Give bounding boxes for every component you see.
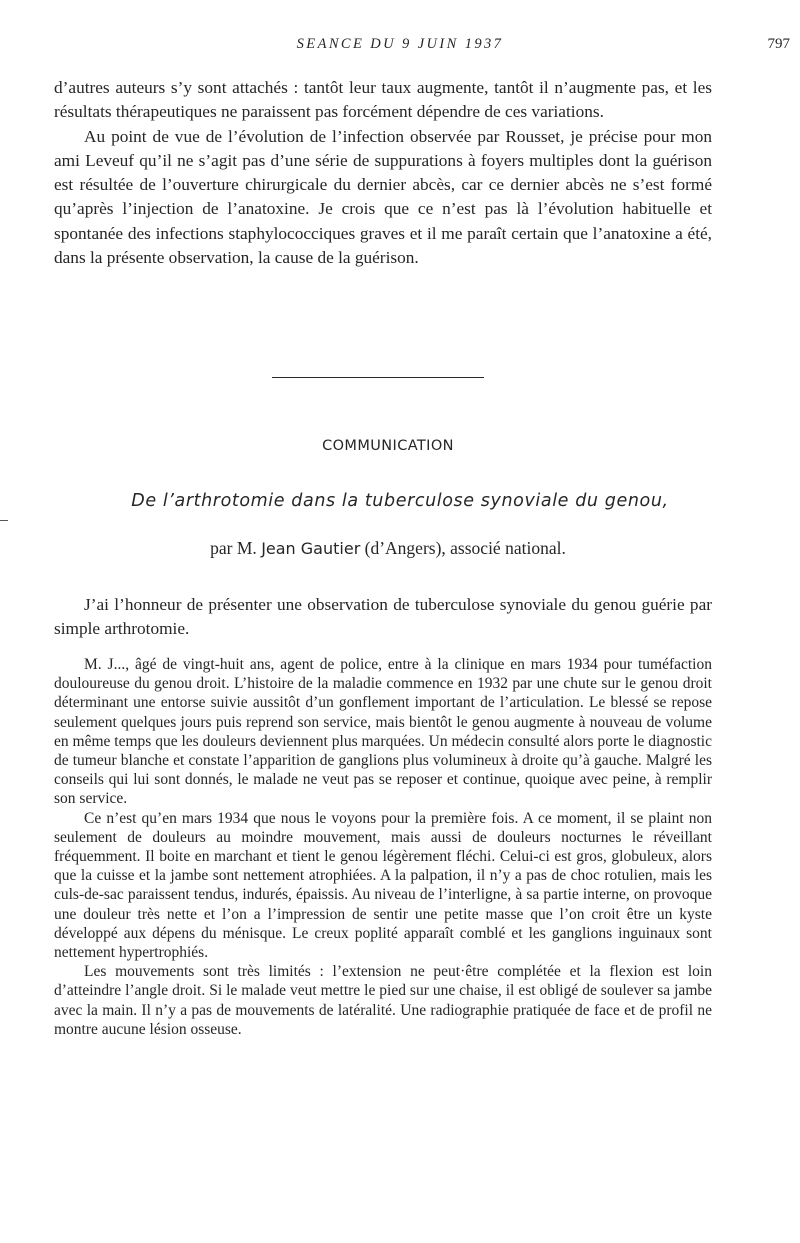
- running-title: SEANCE DU 9 JUIN 1937: [296, 36, 504, 52]
- margin-mark: [0, 520, 8, 521]
- article-title: De l’arthrotomie dans la tuberculose synoviale du genou,: [131, 491, 669, 511]
- intro-paragraph: J’ai l’honneur de présenter une observation de tuberculose synoviale du genou guérie par simple arthrotomie.: [54, 595, 712, 639]
- running-head: [0, 36, 800, 56]
- author-name: Jean Gautier: [261, 539, 361, 558]
- paragraph-continuation: d’autres auteurs s’y sont attachés : tantôt leur taux augmente, tantôt il n’augmente pas, et les résultats thérapeutiques ne paraissent pas forcément dépendre de ces variations.: [54, 78, 712, 122]
- opening-text: [54, 76, 712, 270]
- section-heading: COMMUNICATION: [322, 438, 454, 454]
- case-paragraph-history: M. J..., âgé de vingt-huit ans, agent de police, entre à la clinique en mars 1934 pour tuméfaction douloureuse du genou droit. L’histoire de la maladie commence en 1932 par une chute sur le genou droit déterminant une entorse suivie aussitôt d’un gonflement important de l’articulation. Le blessé se repose seulement quelques jours puis reprend son service, mais bientôt le genou augmente à nouveau de volume en même temps que les douleurs deviennent plus marquées. Un médecin consulté alors porte le diagnostic de tumeur blanche et constate l’apparition de ganglions plus volumineux à droite qu’à gauche. Malgré les conseils qui lui sont donnés, le malade ne veut pas se reposer et continue, quoique avec peine, à remplir son service.: [54, 656, 712, 808]
- byline: [0, 538, 776, 559]
- byline-prefix: par M.: [210, 538, 257, 558]
- byline-suffix: (d’Angers), associé national.: [364, 538, 566, 558]
- section-divider: [272, 377, 484, 378]
- paragraph-rousset: Au point de vue de l’évolution de l’infection observée par Rousset, je précise pour mon ami Leveuf qu’il ne s’agit pas d’une série de suppurations à foyers multiples dont la guérison est résultée de l’ouverture chirurgicale du dernier abcès, car ce dernier abcès ne s’est formé qu’après l’injection de l’anatoxine. Je crois que ce n’est pas là l’évolution habituelle et spontanée des infections staphylococciques graves et il me paraît certain que l’anatoxine a été, dans la présente observation, la cause de la guérison.: [54, 126, 712, 268]
- case-paragraph-examination: Ce n’est qu’en mars 1934 que nous le voyons pour la première fois. A ce moment, il se plaint non seulement de douleurs au moindre mouvement, mais aussi de douleurs nocturnes le réveillant fréquemment. Il boite en marchant et tient le genou légèrement fléchi. Celui-ci est gros, globuleux, alors que la cuisse et la jambe sont nettement atrophiées. A la palpation, il n’y a pas de choc rotulien, mais les culs-de-sac paraissent tendus, indurés, épaissis. Au niveau de l’interligne, à sa partie interne, on provoque une douleur très nette et l’on a l’impression de sentir une petite masse que l’on croit être un kyste développé aux dépens du ménisque. Le creux poplité apparaît comblé et les ganglions inguinaux sont nettement hypertrophiés.: [54, 809, 712, 962]
- case-paragraph-movements: Les mouvements sont très limités : l’extension ne peut·être complétée et la flexion est loin d’atteindre l’angle droit. Si le malade veut mettre le pied sur une chaise, il est obligé de soulever sa jambe avec la main. Il n’y a pas de mouvements de latéralité. Une radiographie pratiquée de face et de profil ne montre aucune lésion osseuse.: [54, 963, 712, 1038]
- case-report: [54, 655, 712, 1039]
- intro-text: [54, 593, 712, 642]
- page-number: 797: [767, 36, 790, 52]
